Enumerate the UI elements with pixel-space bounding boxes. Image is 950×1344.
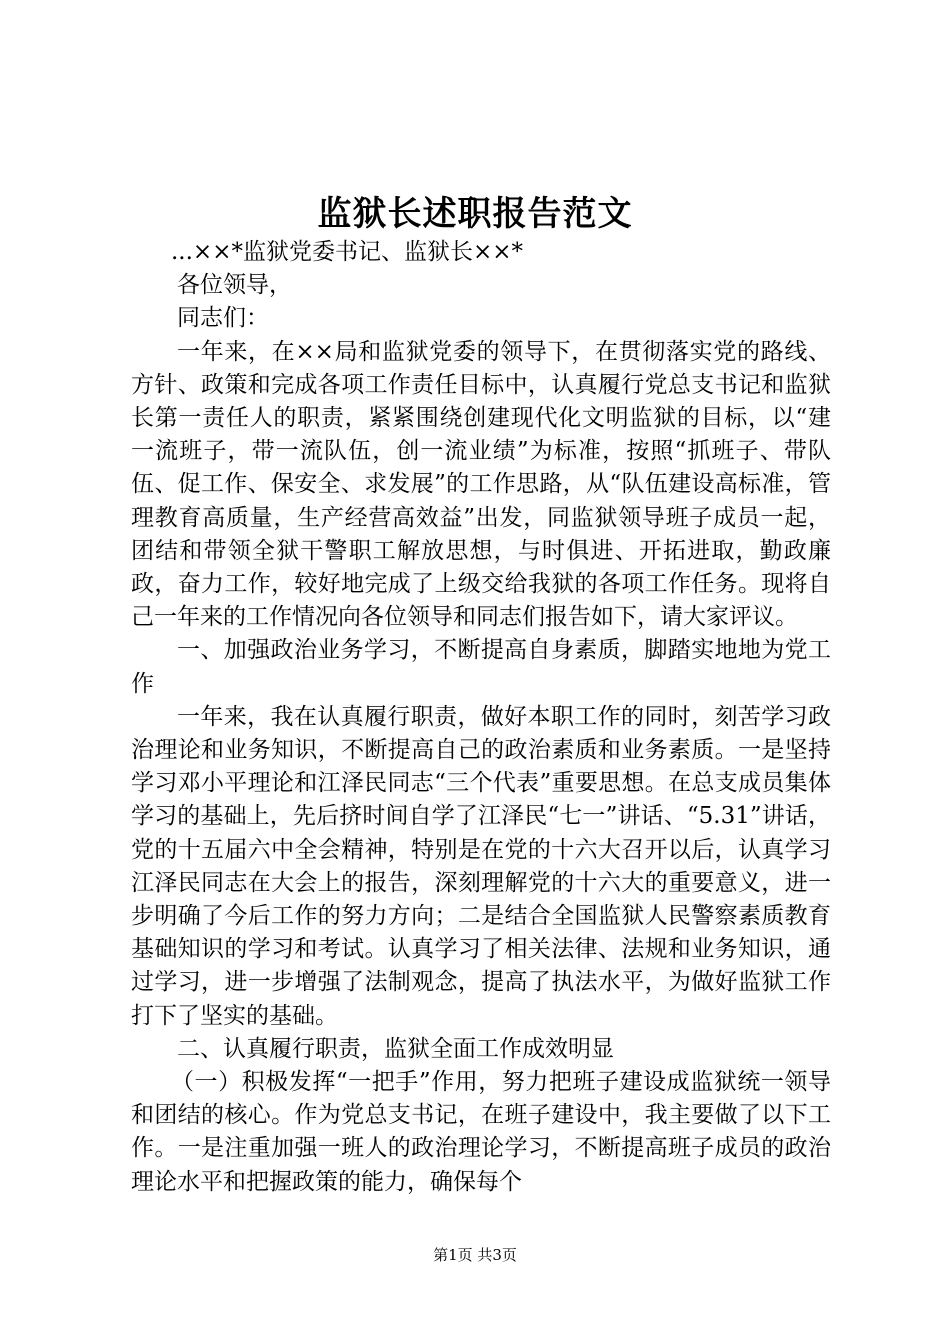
paragraph-study: 一年来，我在认真履行职责，做好本职工作的同时，刻苦学习政治理论和业务知识，不断提高自己的政治素质和业务素质。一是坚持学习邓小平理论和江泽民同志“三个代表”重要思想。在总支成员集体学习的基础上，先后挤时间自学了江泽民“七一”讲话、“5.31”讲话，党的十五届六中全会精神，特别是在党的十六大召开以后，认真学习江泽民同志在大会上的报告，深刻理解党的十六大的重要意义，进一步明确了今后工作的努力方向；二是结合全国监狱人民警察素质教育基础知识的学习和考试。认真学习了相关法律、法规和业务知识，通过学习，进一步增强了法制观念，提高了执法水平，为做好监狱工作打下了坚实的基础。 xyxy=(131,703,831,1029)
page-footer: 第1页 共3页 xyxy=(433,1246,517,1264)
document-body xyxy=(131,236,831,1199)
salutation-leaders: 各位领导， xyxy=(177,272,292,299)
section-heading-2: 二、认真履行职责，监狱全面工作成效明显 xyxy=(177,1035,614,1062)
document-title: 监狱长述职报告范文 xyxy=(317,194,633,234)
salutation-comrades: 同志们： xyxy=(177,305,269,332)
byline: ...××*监狱党委书记、监狱长××* xyxy=(171,239,524,265)
section-heading-1: 一、加强政治业务学习，不断提高自身素质，脚踏实地地为党工作 xyxy=(131,637,831,697)
paragraph-intro: 一年来，在××局和监狱党委的领导下，在贯彻落实党的路线、方针、政策和完成各项工作责任目标中，认真履行党总支书记和监狱长第一责任人的职责，紧紧围绕创建现代化文明监狱的目标，以“建一流班子，带一流队伍，创一流业绩”为标准，按照“抓班子、带队伍、促工作、保安全、求发展”的工作思路，从“队伍建设高标准，管理教育高质量，生产经营高效益”出发，同监狱领导班子成员一起，团结和带领全狱干警职工解放思想，与时俱进、开拓进取，勤政廉政，奋力工作，较好地完成了上级交给我狱的各项工作任务。现将自己一年来的工作情况向各位领导和同志们报告如下，请大家评议。 xyxy=(131,338,831,631)
paragraph-leadership: （一）积极发挥“一把手”作用，努力把班子建设成监狱统一领导和团结的核心。作为党总支书记，在班子建设中，我主要做了以下工作。一是注重加强一班人的政治理论学习，不断提高班子成员的政治理论水平和把握政策的能力，确保每个 xyxy=(131,1069,831,1195)
